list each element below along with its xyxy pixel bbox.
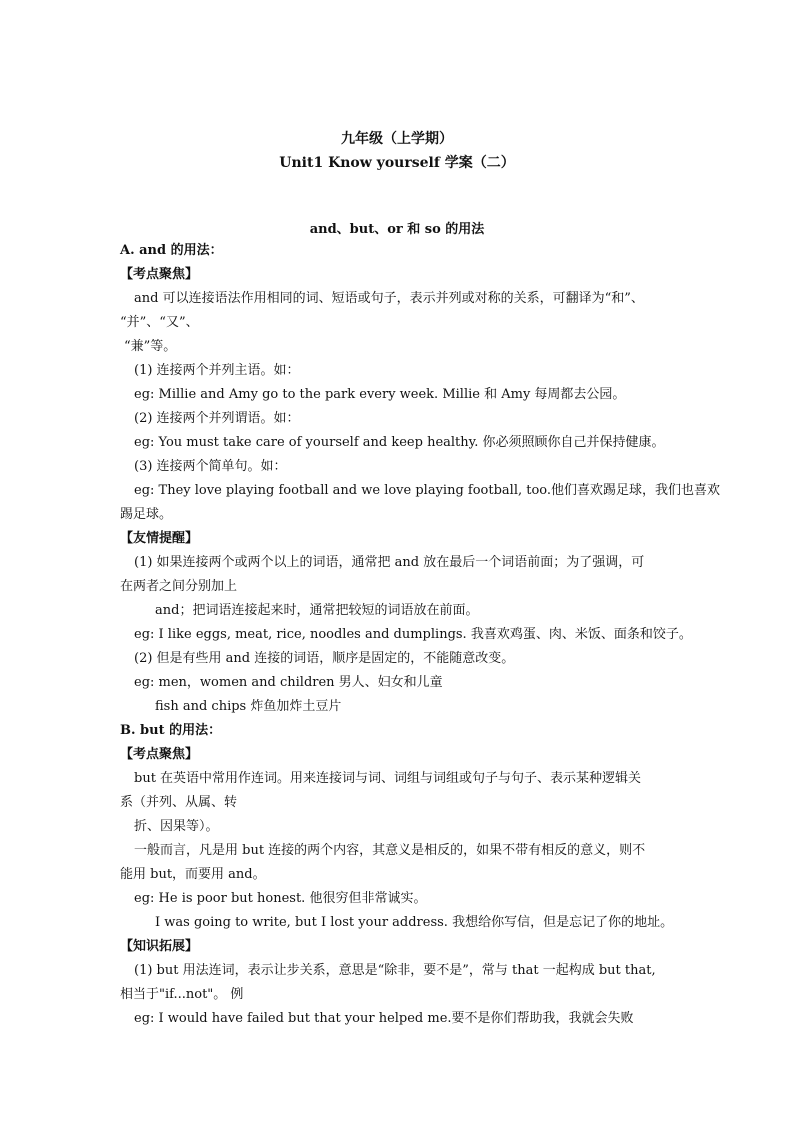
section-a-example2: eg: You must take care of yourself and keep healthy. 你必须照顾你自己并保持健康。 <box>134 435 665 450</box>
section-a-point3: (3) 连接两个简单句。如： <box>134 459 287 474</box>
grade-title: 九年级（上学期） <box>341 131 453 147</box>
section-b-general-line1: 一般而言，凡是用 but 连接的两个内容，其意义是相反的，如果不带有相反的意义，则不 <box>134 843 646 858</box>
section-b-intro-line2: 系（并列、从属、转 <box>120 795 238 810</box>
section-a-tip1-example: eg: I like eggs, meat, rice, noodles and dumplings. 我喜欢鸡蛋、肉、米饭、面条和饺子。 <box>134 627 692 642</box>
section-b-extension1-example: eg: I would have failed but that your helped me.要不是你们帮助我，我就会失败 <box>134 1011 634 1026</box>
section-a-tip2: (2) 但是有些用 and 连接的词语，顺序是固定的，不能随意改变。 <box>134 651 515 666</box>
section-b-extension1-line1: (1) but 用法连词，表示让步关系，意思是“除非，要不是”，常与 that 一起构成 but that, <box>134 963 656 978</box>
section-b-heading: B. but 的用法： <box>120 723 222 738</box>
section-a-heading: A. and 的用法： <box>120 243 223 258</box>
section-b-intro-line1: but 在英语中常用作连词。用来连接词与词、词组与词组或句子与句子、表示某种逻辑关 <box>134 771 642 786</box>
section-a-tip1-line1: (1) 如果连接两个或两个以上的词语，通常把 and 放在最后一个词语前面；为了强调，可 <box>134 555 645 570</box>
section-b-general-line2: 能用 but，而要用 and。 <box>120 867 266 882</box>
section-b-example1: eg: He is poor but honest. 他很穷但非常诚实。 <box>134 891 427 906</box>
section-a-example3-line2: 踢足球。 <box>120 507 173 522</box>
topic-title: and、but、or 和 so 的用法 <box>309 222 485 237</box>
unit-title: Unit1 Know yourself 学案（二） <box>279 155 515 171</box>
section-b-extension-label: 【知识拓展】 <box>120 939 199 954</box>
section-b-extension1-line2: 相当于"if...not"。 例 <box>120 987 244 1002</box>
section-a-tip1-line3: and；把词语连接起来时，通常把较短的词语放在前面。 <box>155 603 479 618</box>
section-a-intro-line2: “并”、“又”、 <box>120 315 199 330</box>
section-a-intro-line3: “兼”等。 <box>124 339 177 354</box>
section-b-intro-line3: 折、因果等）。 <box>134 819 219 834</box>
section-a-intro-line1: and 可以连接语法作用相同的词、短语或句子，表示并列或对称的关系，可翻译为“和”、 <box>134 291 644 306</box>
section-a-point1: (1) 连接两个并列主语。如： <box>134 363 300 378</box>
section-a-example3-line1: eg: They love playing football and we love playing football, too.他们喜欢踢足球，我们也喜欢 <box>134 483 721 498</box>
section-a-focus-label: 【考点聚焦】 <box>120 267 199 282</box>
section-a-tip-label: 【友情提醒】 <box>120 531 199 546</box>
section-b-focus-label: 【考点聚焦】 <box>120 747 199 762</box>
section-a-tip2-example2: fish and chips 炸鱼加炸土豆片 <box>155 699 342 714</box>
section-a-tip1-line2: 在两者之间分别加上 <box>120 579 238 594</box>
section-a-point2: (2) 连接两个并列谓语。如： <box>134 411 300 426</box>
section-b-example2: I was going to write, but I lost your address. 我想给你写信，但是忘记了你的地址。 <box>155 915 674 930</box>
section-a-example1: eg: Millie and Amy go to the park every week. Millie 和 Amy 每周都去公园。 <box>134 387 626 402</box>
section-a-tip2-example1: eg: men，women and children 男人、妇女和儿童 <box>134 675 443 690</box>
